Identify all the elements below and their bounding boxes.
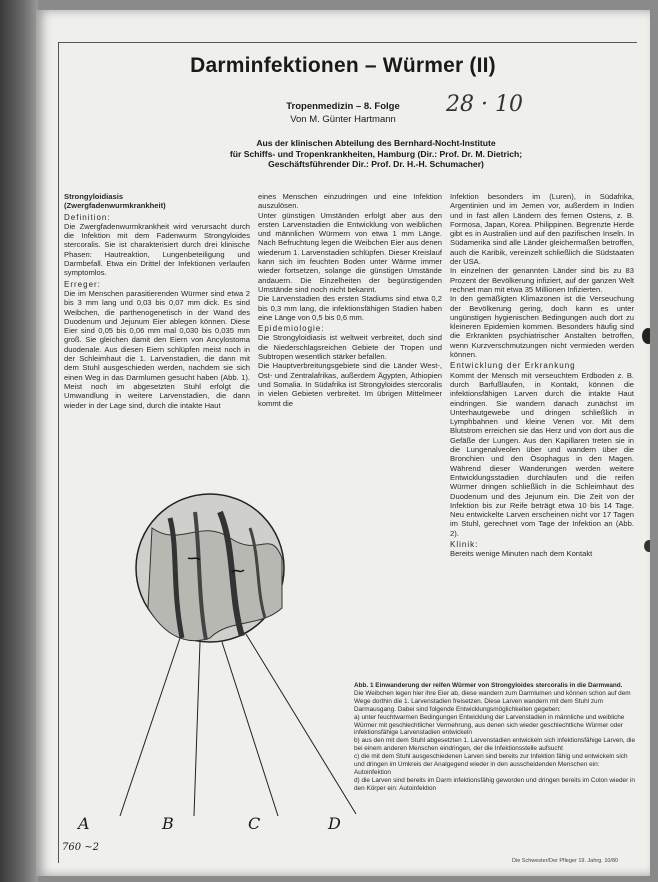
definition-text: Die Zwergfadenwurmkrankheit wird verursacht durch die Infektion mit dem Fadenwurm Strongyloides stercoralis. Sie ist charakterisiert durch drei klinische Phasen: Hautreaktion, Lungenbeteiligung und Darmbefall. Etwa ein Drittel der Infektionen verlaufen symptomlos. [64, 221, 250, 278]
article-title: Darminfektionen – Würmer (II) [190, 54, 496, 77]
epidemiology-text-2: Die Hauptverbreitungsgebiete sind die Länder West-, Ost- und Zentralafrikas, außerdem Ägypten, Äthiopien und Somalia. In Südafrika ist Strongyloides stercoralis in vielen Gebieten verbreitet. Im übrigen Mittelmeer kommt die [258, 361, 442, 408]
section-heading: Strongyloidiasis [64, 192, 124, 201]
affiliation-line-1: Aus der klinischen Abteilung des Bernhard-Nocht-Institute [256, 138, 496, 148]
affiliation-line-3: Geschäftsführender Dir.: Prof. Dr. H.-H. Schumacher) [268, 159, 484, 169]
column-3 [450, 192, 634, 559]
caption-line: b) aus den mit dem Stuhl abgesetzten 1. Larvenstadien entwickeln sich infektionsfähige Larven, die bei einem anderen Menschen eindringen, der die Infektionsstelle aufsucht [354, 737, 636, 753]
col2-text-3: Die Larvenstadien des ersten Stadiums sind etwa 0,2 bis 0,3 mm lang, die infektionsfähigen Stadien haben eine Länge von 0,5 bis 0,6 mm. [258, 294, 442, 322]
figure-drawing [60, 488, 360, 844]
column-1 [64, 192, 250, 410]
punch-hole [644, 540, 650, 552]
epidemiology-heading: Epidemiologie: [258, 324, 325, 334]
punch-hole [642, 328, 650, 344]
section-subheading: (Zwergfadenwurmkrankheit) [64, 201, 166, 211]
col3-text-2: In einzelnen der genannten Länder sind bis zu 83 Prozent der Bevölkerung infiziert, auf der ganzen Welt rechnet man mit etwa 35 Millionen Infizierten. [450, 266, 634, 294]
pathogen-text: Die im Menschen parasitierenden Würmer sind etwa 2 bis 3 mm lang und 0,03 bis 0,07 mm dick. Es sind Weibchen, die parthenogenetisch in der Wand des Duodenum und Jejunum Eier ablegen können. Diese Eier sind 0,05 bis 0,06 mm mal 0,030 bis 0,035 mm groß. Sie gleichen damit den Eiern von Ancylostoma duodenale. Aus diesen Eiern schlüpfen meist noch in der Schleimhaut die 1. Larvenstadien, die dann mit dem Stuhl ausgeschieden werden, nachdem sie sich einen Weg in das Darmlumen gesucht haben (Abb. 1). Meist noch im abgesetzten Stuhl erfolgt die Umwandlung in weitere Larvenstadien, die dann wieder in der Lage sind, durch die intakte Haut [64, 288, 250, 410]
epidemiology-text: Die Strongyloidiasis ist weltweit verbreitet, doch sind die Niederschlagsreichen Gebiete der Tropen und Subtropen wesentlich stärker befallen. [258, 333, 442, 362]
caption-line: c) die mit dem Stuhl ausgeschiedenen Larven sind bereits zur Infektion fähig und entwickeln sich und dringen im Umkreis der Analgegend wieder in den ausscheidenden Menschen ein: Autoinfektion [354, 753, 628, 776]
column-2 [258, 192, 442, 408]
figure-caption [354, 682, 636, 793]
handwritten-note: 28 · 10 [446, 92, 523, 117]
caption-line: d) die Larven sind bereits im Darm infektionsfähig geworden und dringen bereits im Colon wieder in den Körper ein: Autoinfektion [354, 776, 635, 792]
figure-worm-illustration [60, 488, 360, 844]
caption-line: a) unter feuchtwarmen Bedingungen Entwicklung der Larvenstadien in männliche und weibliche Würmer mit geschlechtlicher Vermehrung, aus denen sich wieder geschlechtliche Würmer oder infektionsfähige Larvenstadien entwickeln [354, 713, 625, 737]
col2-text-2: Unter günstigen Umständen erfolgt aber aus den ersten Larvenstadien die Entwicklung von weiblichen und männlichen Würmern von etwa 1 mm Länge. Nach Befruchtung legen die Weibchen Eier aus denen wiederum 1. Larvenstadien schlüpfen. Dieser Kreislauf kann sich im feuchten Boden unter Wärme immer wieder fortsetzen, solange die günstigen Umstände andauern. Die Einzelheiten der begünstigenden Umstände sind noch nicht bekannt. [258, 210, 442, 294]
clinic-heading: Klinik: [450, 539, 479, 549]
magazine-page [36, 10, 650, 876]
development-heading: Entwicklung der Erkrankung [450, 361, 576, 371]
clinic-text: Bereits wenige Minuten nach dem Kontakt [450, 549, 593, 559]
figure-label-b: B [162, 814, 174, 833]
col3-text-1: Infektion besonders im (Luren), in Südafrika, Argentinien und im Jemen vor, außerdem in Indien und in fast allen Ländern des fernen Ostens, z. B. Formosa, Japan, Korea. Philippinen. Begrenzte Herde gibt es in Australien und auf den pazifischen Inseln. In Südamerika sind alle Länder gleichermaßen betroffen, auch die Karibik, vereinzelt schließlich die Südstaaten der USA. [450, 192, 634, 267]
col2-text-1: eines Menschen einzudringen und eine Infektion auszulösen. [258, 192, 442, 211]
caption-title: Abb. 1 Einwanderung der reifen Würmer von Strongyloides stercoralis in die Darmwand. [354, 682, 623, 689]
caption-line: Die Weibchen legen hier ihre Eier ab, diese wandern zum Darmlumen und können schon auf dem Wege dorthin die 1. Larvenstadien freisetzen. Diese Larven wandern mit dem Stuhl zum Darmausgang. Dabei sind folgende Entwicklungsmöglichkeiten gegeben: [354, 689, 631, 713]
affiliation-line-2: für Schiffs- und Tropenkrankheiten, Hamburg (Dir.: Prof. Dr. M. Dietrich; [229, 148, 523, 159]
affiliation [156, 138, 596, 170]
page-footer: Die Schwester/Der Pfleger 19. Jahrg. 10/80 [512, 858, 619, 864]
pathogen-heading: Erreger: [64, 279, 101, 289]
article-series: Tropenmedizin – 8. Folge [286, 101, 400, 112]
scan-binding-edge [0, 0, 38, 882]
figure-label-d: D [328, 814, 341, 833]
page-number-mark: 760 ~2 [62, 842, 100, 853]
col3-text-3: In den gemäßigten Klimazonen ist die Verseuchung der Bevölkerung gering, doch kann es unter ungünstigen hygienischen Bedingungen auch dort zu kleineren Epidemien kommen. Besonders häufig sind die Erkrankten psychiatrischer Anstalten betroffen, wenn Kurzverschmutzungen nicht vermieden werden können. [450, 294, 634, 360]
figure-label-c: C [248, 814, 261, 833]
figure-label-a: A [78, 814, 90, 833]
development-text: Kommt der Mensch mit verseuchtem Erdboden z. B. durch Barfußlaufen, in Kontakt, können die infektionsfähigen Larven durch die intakte Haut eindringen. Sie wandern danach zunächst im Unterhautgewebe und dringen schließlich in Lymphbahnen und kleine Venen vor. Mit dem Blutstrom erreichen sie das Herz und von dort aus die Gefäße der Lungen. Aus den Kapillaren treten sie in die Lungenalveolen über und wandern über die Bronchien und den Ösophagus in den Magen. Während dieser Wanderungen werden weitere Entwicklungsstadien durchlaufen und die reifen Würmer dringen schließlich in die Schleimhaut des Duodenum und des Jejunum ein. Die Zeit von der Infektion bis zur Reife beträgt etwa 10 bis 14 Tage. Neu entwickelte Larven erscheinen nicht vor 17 Tagen im Stuhl, gerechnet vom Tage der Infektion an (Abb. 2). [450, 370, 634, 538]
article-author: Von M. Günter Hartmann [290, 114, 396, 125]
definition-heading: Definition: [64, 212, 111, 222]
